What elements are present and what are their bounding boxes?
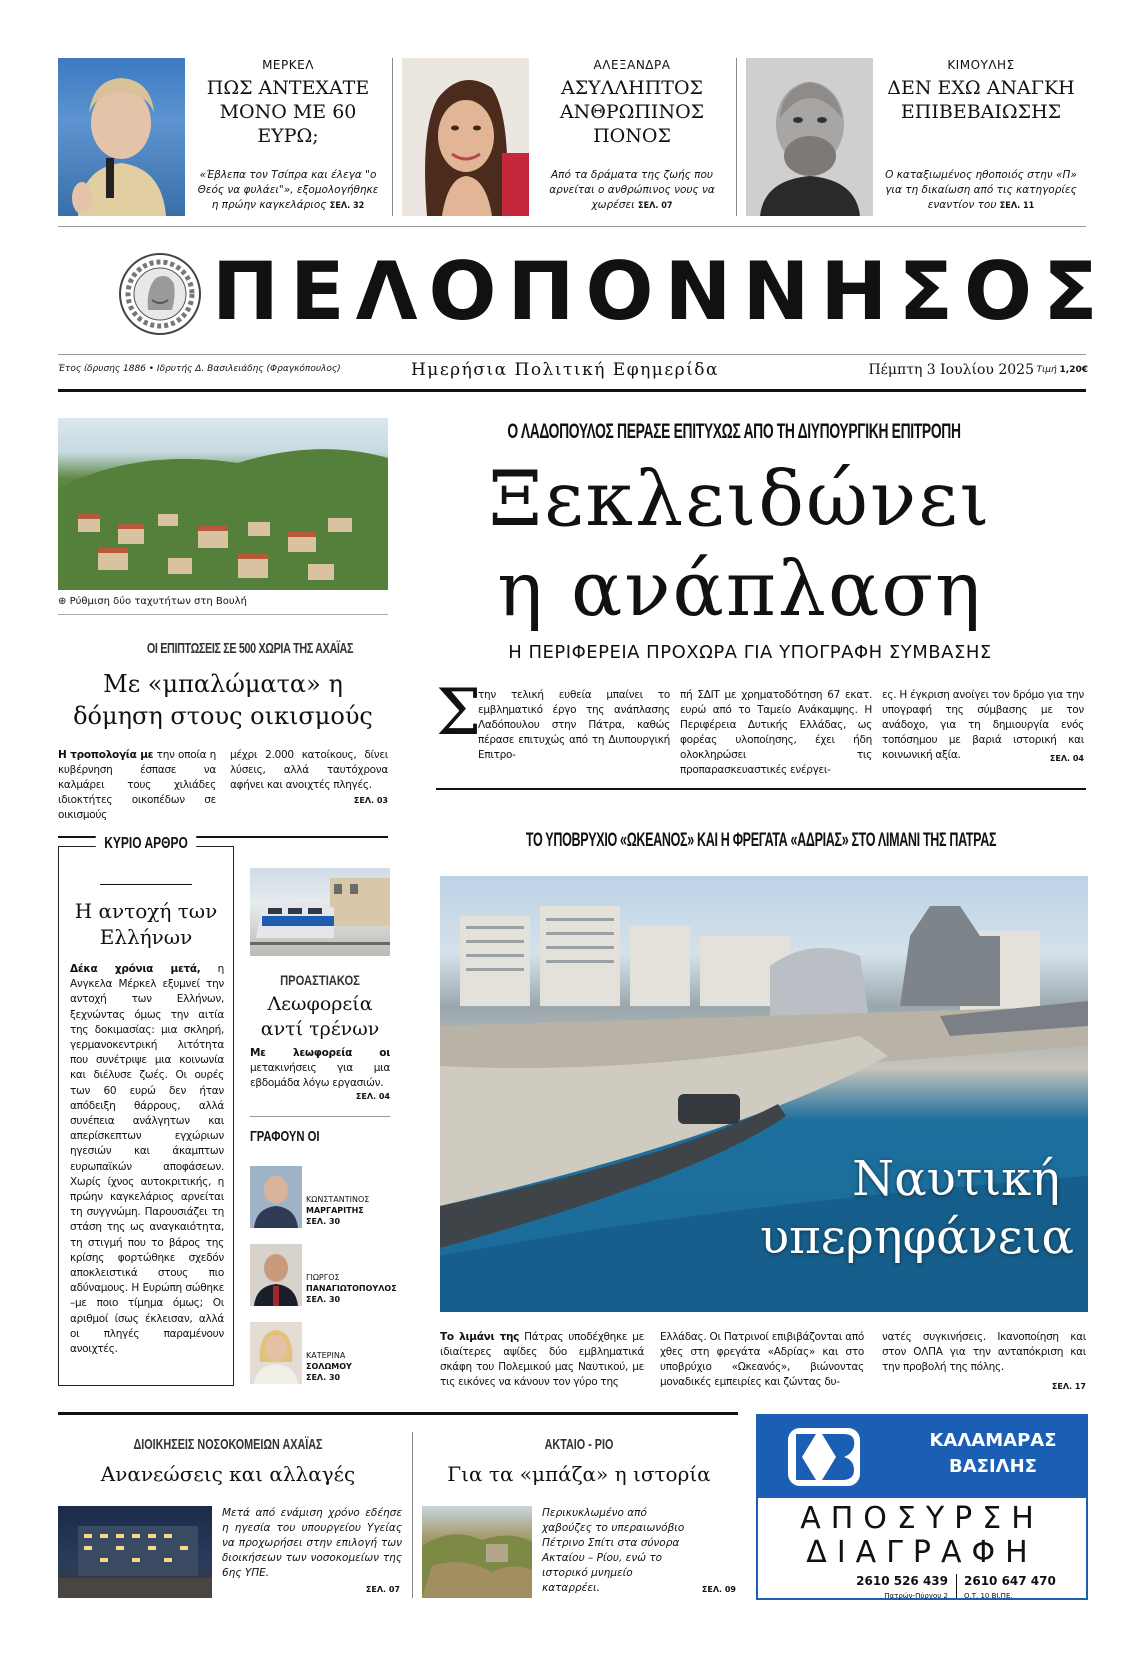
camera-icon: ⊕ [58, 596, 67, 607]
village-col1: Η τροπολογία με την οποία η κυβέρνηση έσπασε να καλμάρει τους χιλιάδες ιδιοκτήτες οικοπέδων σε οικισμούς [58, 749, 216, 821]
suburban-kicker: ΠΡΟΑΣΤΙΑΚΟΣ [280, 972, 360, 988]
suburban-title[interactable]: Λεωφορεία αντί τρένων [260, 993, 380, 1040]
main-title-line1: Ξεκλειδώνει [488, 454, 992, 543]
writer-photo [250, 1166, 302, 1228]
section-rule [250, 1116, 390, 1117]
masthead-title[interactable]: ΠΕΛΟΠΟΝΝΗΣΟΣ [212, 245, 1109, 338]
village-kicker: ΟΙ ΕΠΙΠΤΩΣΕΙΣ ΣΕ 500 ΧΩΡΙΑ ΤΗΣ ΑΧΑΪΑΣ [146, 640, 354, 657]
writer-name: ΚΩΝΣΤΑΝΤΙΝΟΣ ΜΑΡΓΑΡΙΤΗΣ ΣΕΛ. 30 [306, 1195, 370, 1226]
masthead-rule [58, 354, 1086, 355]
main-title-line2: η ανάπλαση [497, 544, 983, 633]
story-text: Ο καταξιωμένος ηθοποιός στην «Π» για τη δικαίωση από τις κατηγορίες εναντίον του ΣΕΛ. 11 [885, 169, 1077, 211]
merkel-photo [58, 58, 185, 216]
kimoulis-photo [746, 58, 873, 216]
ad-service1: ΑΠΟΣΥΡΣΗ [800, 1501, 1044, 1536]
main-col3: ες. Η έγκριση ανοίγει τον δρόμο για την υπογραφή της σύμβασης με τον ανάδοχο, για τη δημιουργία ενός τοπόσημου με βαριά ιστορική και κοινωνική αξία. [882, 689, 1084, 761]
alexandra-photo [402, 58, 529, 216]
navy-overlay-title[interactable] [760, 1150, 1074, 1266]
navy-col1: Το λιμάνι της Πάτρας υποδέχθηκε με ιδιαίτερες αψίδες δύο εμβληματικά σκάφη του Πολεμικού μας Ναυτικού, με τις εικόνες να κάνουν τον γύρο της [440, 1331, 644, 1388]
price: Τιμή 1,20€ [1036, 365, 1088, 375]
hospitals-title[interactable]: Ανανεώσεις και αλλαγές [100, 1462, 356, 1486]
page-ref: ΣΕΛ. 04 [355, 1092, 390, 1101]
photo-caption: ⊕ Ρύθμιση δύο ταχυτήτων στη Βουλή [58, 596, 247, 607]
train-photo [250, 868, 390, 956]
divider [412, 1432, 413, 1598]
section-rule [436, 788, 1086, 790]
main-kicker: Ο ΛΑΔΟΠΟΥΛΟΣ ΠΕΡΑΣΕ ΕΠΙΤΥΧΩΣ ΑΠΟ ΤΗ ΔΙΥΠΟΥΡΓΙΚΗ ΕΠΙΤΡΟΠΗ [507, 420, 961, 443]
story-title[interactable]: ΠΩΣ ΑΝΤΕΧΑΤΕ ΜΟΝΟ ΜΕ 60 ΕΥΡΩ; [206, 77, 370, 147]
ad-phone1: 2610 526 439 Πατρών-Πύργου 2 [856, 1574, 948, 1600]
top-story-kimoulis[interactable] [746, 58, 1086, 216]
ad-box[interactable] [756, 1414, 1088, 1600]
story-label: ΑΛΕΞΑΝΔΡΑ [593, 58, 671, 72]
main-title[interactable] [440, 454, 1040, 634]
suburban-text: Με λεωφορεία οι μετακινήσεις για μια εβδομάδα λόγω εργασιών. [250, 1047, 390, 1089]
story-label: ΜΕΡΚΕΛ [262, 58, 314, 72]
editorial-title[interactable]: Η αντοχή των Ελλήνων [74, 899, 218, 949]
village-title[interactable]: Με «μπαλώματα» η δόμηση στους οικισμούς [73, 670, 373, 730]
hospitals-kicker: ΔΙΟΙΚΗΣΕΙΣ ΝΟΣΟΚΟΜΕΙΩΝ ΑΧΑΪΑΣ [133, 1436, 323, 1453]
story-title[interactable]: ΑΣΥΛΛΗΠΤΟΣ ΑΝΘΡΩΠΙΝΟΣ ΠΟΝΟΣ [559, 77, 705, 147]
page-ref: ΣΕΛ. 09 [701, 1585, 736, 1594]
page-ref: ΣΕΛ. 17 [1051, 1382, 1086, 1391]
story-title[interactable]: ΔΕΝ ΕΧΩ ΑΝΑΓΚΗ ΕΠΙΒΕΒΑΙΩΣΗΣ [887, 77, 1075, 123]
ruins-photo [422, 1506, 532, 1598]
writer-photo [250, 1244, 302, 1306]
page-ref: ΣΕΛ. 04 [1049, 754, 1084, 763]
aktaio-title[interactable]: Για τα «μπάζα» η ιστορία [447, 1462, 711, 1486]
writers-label: ΓΡΑΦΟΥΝ ΟΙ [250, 1128, 320, 1145]
ad-name-line2: ΒΑΣΙΛΗΣ [949, 1456, 1037, 1477]
main-col2: πή ΣΔΙΤ με χρηματοδότηση 67 εκατ. ευρώ από το Ταμείο Ανάκαμψης. Η Περιφέρεια Δυτικής Ελλάδας, ως φορέας υλοποίησης, έχει ήδη ολοκληρώσει τις προπαρασκευαστικές ενέργει- [680, 689, 872, 776]
village-col2: μέχρι 2.000 κατοίκους, δίνει λύσεις, αλλά ταυτόχρονα αφήνει και ανοιχτές πληγές. [230, 749, 388, 791]
top-rule [58, 226, 1086, 227]
ad-top [758, 1416, 1086, 1498]
caption-rule [58, 614, 388, 615]
navy-kicker: ΤΟ ΥΠΟΒΡΥΧΙΟ «ΩΚΕΑΝΟΣ» ΚΑΙ Η ΦΡΕΓΑΤΑ «ΑΔΡΙΑΣ» ΣΤΟ ΛΙΜΑΝΙ ΤΗΣ ΠΑΤΡΑΣ [525, 830, 997, 851]
editorial-text: Δέκα χρόνια μετά, η Ανγκελα Μέρκελ εξυμνεί την αντοχή των Ελλήνων, ξεχνώντας όμως την αιτία της δοκιμασίας: μια σκληρή, γερμανοκεντρική λιτότητα που συνέτριψε μια κοινωνία και διέλυσε ζωές. Οι ουρές των 60 ευρώ δεν ήταν απόδειξη θάρρους, αλλά συνέπεια ανάλγητων και απερίσκεπτων εγχώριων ηγεσιών και άκαμπτων ευρωπαϊκών αποφάσεων. Χωρίς ίχνος αυτοκριτικής, η πρώην καγκελάριος αρνείται τη συγγνώμη. Παρουσιάζει τη στάση της ως αναγκαιότητα, τη στιγμή που το βάρος της κρίσης φορτώθηκε σχεδόν αποκλειστικά στους πιο αδύναμους. Η Ευρώπη σώθηκε –με ποιο τίμημα όμως; Οι αριθμοί ίσως έκλεισαν, αλλά οι πληγές παραμένουν ανοιχτές. [70, 963, 224, 1356]
masthead-subtitle: Ημερήσια Πολιτική Εφημερίδα [410, 360, 720, 380]
main-subtitle: Η ΠΕΡΙΦΕΡΕΙΑ ΠΡΟΧΩΡΑ ΓΙΑ ΥΠΟΓΡΑΦΗ ΣΥΜΒΑΣΗΣ [508, 642, 992, 663]
page-ref: ΣΕΛ. 03 [353, 796, 388, 805]
dropcap: Σ [436, 676, 482, 750]
ad-logo-icon [788, 1428, 860, 1486]
story-text: «Έβλεπα τον Τσίπρα και έλεγα "ο Θεός να φυλάει"», εξομολογήθηκε η πρώην καγκελάριος ΣΕΛ. 32 [197, 169, 379, 211]
writer-photo [250, 1322, 302, 1384]
issue-date: Πέμπτη 3 Ιουλίου 2025 [868, 362, 1034, 378]
top-story-merkel[interactable] [58, 58, 383, 216]
ad-phone2: 2610 647 470 Ο.Τ. 10 ΒΙ.ΠΕ. [964, 1574, 1056, 1600]
writer-name: ΚΑΤΕΡΙΝΑ ΣΟΛΩΜΟΥ ΣΕΛ. 30 [306, 1351, 352, 1382]
overlay-line1: Ναυτική [852, 1151, 1060, 1207]
story-text: Από τα δράματα της ζωής που αρνείται ο ανθρώπινος νους να χωρέσει ΣΕΛ. 07 [549, 169, 715, 211]
founded-line: Έτος ίδρυσης 1886 • Ιδρυτής Δ. Βασιλειάδης (Φραγκόπουλος) [58, 364, 341, 374]
bottom-section-rule [58, 1412, 738, 1415]
masthead-logo-icon [118, 252, 202, 336]
writer-name: ΓΙΩΡΓΟΣ ΠΑΝΑΓΙΩΤΟΠΟΥΛΟΣ ΣΕΛ. 30 [306, 1273, 397, 1304]
main-col1: την τελική ευθεία μπαίνει το εμβληματικό έργο της ανάπλασης Λαδόπουλου στην Πάτρα, καθώς πέρασε επιτυχώς από τη Διυπουργική Επιτρο- [478, 689, 670, 761]
ad-phone-divider [956, 1574, 957, 1598]
top-story-alexandra[interactable] [402, 58, 727, 216]
ad-service2: ΔΙΑΓΡΑΦΗ [806, 1535, 1038, 1570]
editorial-label: ΚΥΡΙΟ ΑΡΘΡΟ [96, 835, 197, 853]
story-label: ΚΙΜΟΥΛΗΣ [947, 58, 1015, 72]
aktaio-text: Περικυκλωμένο από χαβούζες το υπεραιωνόβιο Πέτρινο Σπίτι στα σύνορα Ακταίου – Ρίου, ενώ το ιστορικό μνημείο καταρρέει. [542, 1507, 685, 1594]
overlay-line2: υπερηφάνεια [760, 1209, 1074, 1265]
hospitals-text: Μετά από ενάμιση χρόνο εδέησε η ηγεσία του υπουργείου Υγείας να προχωρήσει στην επιλογή των διοικήσεων των νοσοκομείων της 6ης ΥΠΕ. [222, 1507, 402, 1579]
editorial-label-underline [100, 884, 192, 885]
navy-col3: νατές συγκινήσεις. Ικανοποίηση και στον ΟΛΠΑ για την ανταπόκριση και την προβολή της πόλης. [882, 1331, 1086, 1373]
masthead-bottom-rule [58, 389, 1086, 392]
hospital-photo [58, 1506, 212, 1598]
aktaio-kicker: ΑΚΤΑΙΟ - ΡΙΟ [544, 1436, 614, 1453]
ad-name-line1: ΚΑΛΑΜΑΡΑΣ [929, 1430, 1057, 1451]
village-photo [58, 418, 388, 590]
divider [736, 58, 737, 216]
navy-col2: Ελλάδας. Οι Πατρινοί επιβιβάζονται από χθες στη φρεγάτα «Αδρίας» και στο υποβρύχιο «Ωκεανός», βιώνοντας μοναδικές εμπειρίες και ζώντας δυ- [660, 1331, 864, 1388]
divider [392, 58, 393, 216]
page-ref: ΣΕΛ. 07 [365, 1585, 400, 1594]
